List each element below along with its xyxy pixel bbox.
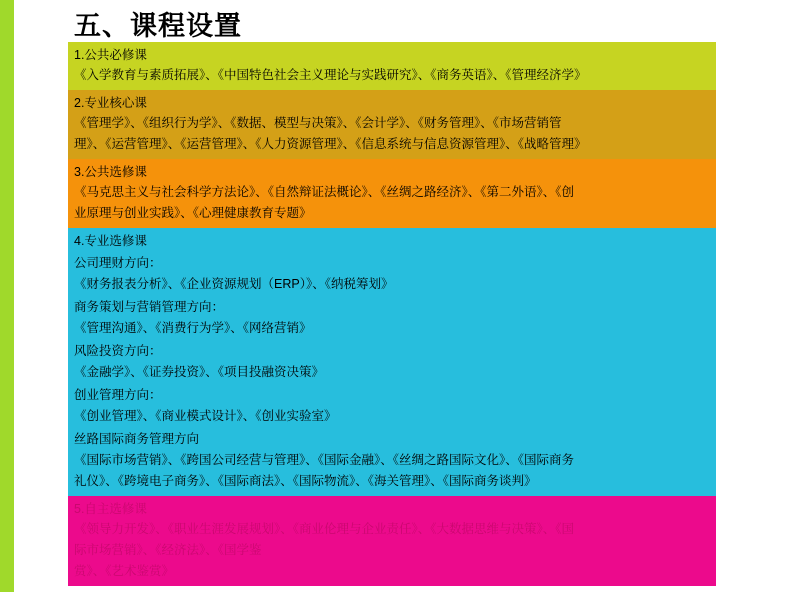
block-line: 《金融学》、《证券投资》、《项目投融资决策》 (74, 365, 325, 379)
direction-heading: 风险投资方向： (74, 344, 162, 358)
block-line: 《入学教育与素质拓展》、《中国特色社会主义理论与实践研究》、《商务英语》、《管理经济学》 (74, 68, 587, 82)
page-title: 五、课程设置 (74, 11, 242, 41)
left-accent-bar-outer (0, 0, 14, 592)
block-heading: 3.公共选修课 (74, 165, 147, 179)
block-line: 《财务报表分析》、《企业资源规划（ERP）》、《纳税筹划》 (74, 277, 394, 291)
slide-canvas (14, 0, 797, 592)
block-line: 《马克思主义与社会科学方法论》、《自然辩证法概论》、《丝绸之路经济》、《第二外语》、《创 (74, 185, 575, 199)
course-block-major-core (68, 90, 716, 159)
block-heading: 4.专业选修课 (74, 234, 147, 248)
block-heading: 1.公共必修课 (74, 48, 147, 62)
course-block-major-elective (68, 228, 716, 496)
block-line: 理》、《运营管理》、《运营管理》、《人力资源管理》、《信息系统与信息资源管理》、《战略管理》 (74, 137, 587, 151)
block-line: 《管理学》、《组织行为学》、《数据、模型与决策》、《会计学》、《财务管理》、《市场营销管 (74, 116, 562, 130)
course-block-public-elective (68, 159, 716, 228)
course-blocks (68, 42, 716, 586)
course-block-public-required (68, 42, 716, 90)
direction-heading: 商务策划与营销管理方向： (74, 300, 225, 314)
direction-heading: 公司理财方向： (74, 256, 162, 270)
block-heading: 5.自主选修课 (74, 502, 147, 516)
direction-heading: 创业管理方向： (74, 388, 162, 402)
block-line: 际市场营销》、《经济法》、《国学鉴 (74, 543, 262, 557)
block-heading: 2.专业核心课 (74, 96, 147, 110)
block-line: 《领导力开发》、《职业生涯发展规划》、《商业伦理与企业责任》、《大数据思维与决策》、《国 (74, 522, 575, 536)
block-line: 赏》、《艺术鉴赏》 (74, 564, 175, 578)
left-accent-bar-inner (0, 0, 14, 592)
block-line: 业原理与创业实践》、《心理健康教育专题》 (74, 206, 312, 220)
block-line: 《管理沟通》、《消费行为学》、《网络营销》 (74, 321, 312, 335)
block-line: 礼仪》、《跨境电子商务》、《国际商法》、《国际物流》、《海关管理》、《国际商务谈判》 (74, 474, 537, 488)
block-line: 《国际市场营销》、《跨国公司经营与管理》、《国际金融》、《丝绸之路国际文化》、《国际商务 (74, 453, 575, 467)
direction-heading: 丝路国际商务管理方向 (74, 432, 200, 446)
course-block-self-elective (68, 496, 716, 586)
block-line: 《创业管理》、《商业模式设计》、《创业实验室》 (74, 409, 337, 423)
